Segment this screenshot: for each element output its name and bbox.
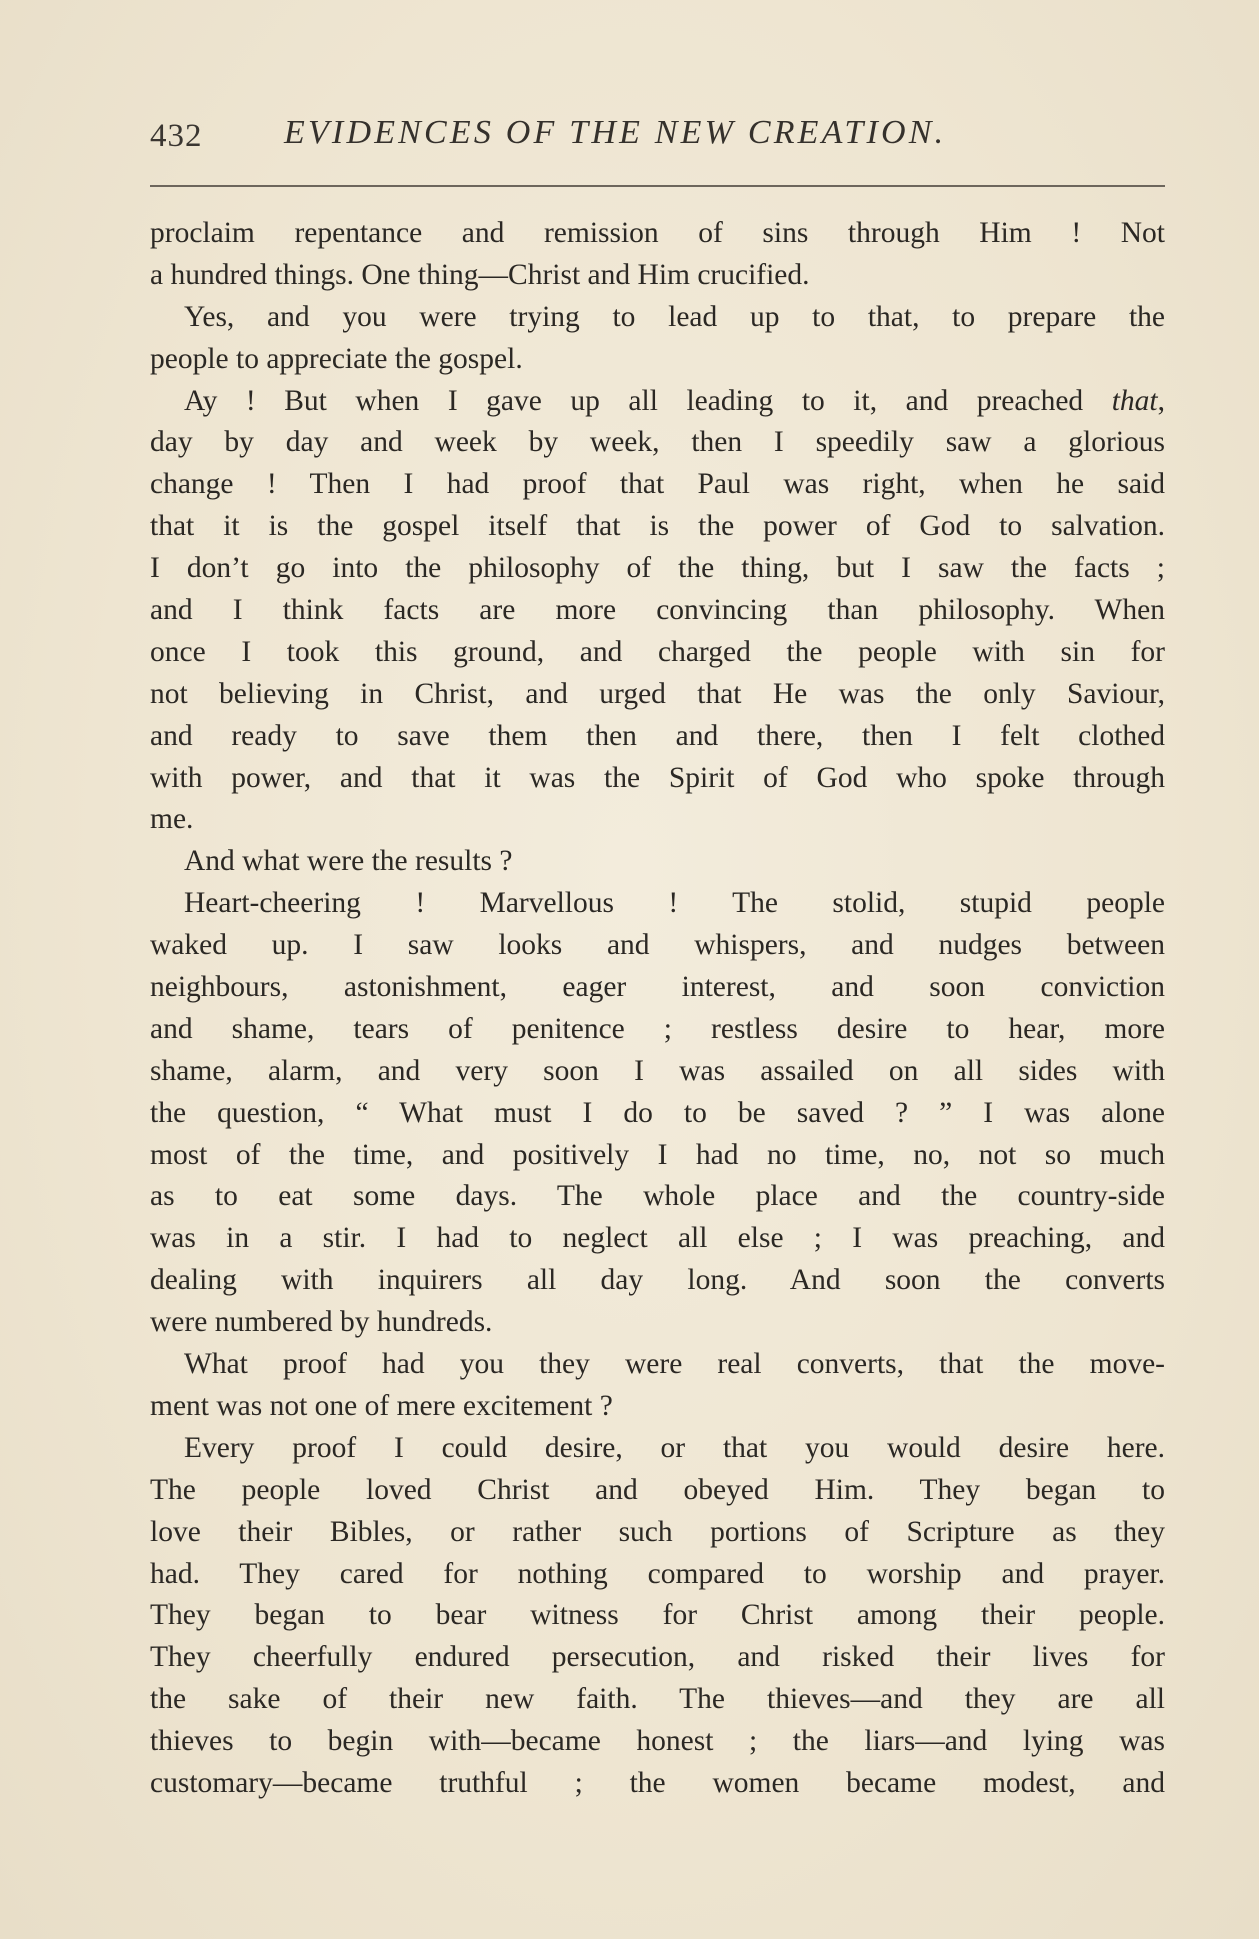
- text-line: love their Bibles, or rather such portions of Scripture as they: [150, 1515, 1165, 1548]
- text-line: shame, alarm, and very soon I was assailed on all sides with: [150, 1054, 1165, 1087]
- text-line: me.: [150, 803, 194, 836]
- text-line: Heart-cheering ! Marvellous ! The stolid, stupid people: [184, 887, 1165, 920]
- text-line: They began to bear witness for Christ among their people.: [150, 1599, 1165, 1632]
- text-line: customary—became truthful ; the women became modest, and: [150, 1766, 1165, 1799]
- text-line: most of the time, and positively I had no time, no, not so much: [150, 1138, 1165, 1171]
- text-line: waked up. I saw looks and whispers, and nudges between: [150, 929, 1165, 962]
- text-line: with power, and that it was the Spirit of God who spoke through: [150, 761, 1165, 794]
- text-line: and I think facts are more convincing than philosophy. When: [150, 594, 1165, 627]
- text-line: had. They cared for nothing compared to worship and prayer.: [150, 1557, 1165, 1590]
- emphasis-word: that: [1111, 384, 1158, 417]
- text-line: Yes, and you were trying to lead up to that, to prepare the: [184, 300, 1165, 333]
- text-line: and shame, tears of penitence ; restless desire to hear, more: [150, 1012, 1165, 1045]
- text-line: the question, “ What must I do to be saved ? ” I was alone: [150, 1096, 1165, 1129]
- text-line: the sake of their new faith. The thieves—and they are all: [150, 1683, 1165, 1716]
- running-head: [150, 112, 1162, 160]
- text-line: I don’t go into the philosophy of the thing, but I saw the facts ;: [150, 552, 1165, 585]
- text-line: change ! Then I had proof that Paul was right, when he said: [150, 468, 1165, 501]
- text-line: and ready to save them then and there, then I felt clothed: [150, 719, 1165, 752]
- text-line: that it is the gospel itself that is the power of God to salvation.: [150, 510, 1165, 543]
- text-line: The people loved Christ and obeyed Him. They began to: [150, 1473, 1165, 1506]
- text-line: once I took this ground, and charged the people with sin for: [150, 635, 1165, 668]
- page-number: 432: [150, 118, 203, 154]
- text-line: dealing with inquirers all day long. And soon the converts: [150, 1264, 1165, 1297]
- text-line: as to eat some days. The whole place and the country-side: [150, 1180, 1165, 1213]
- text-line: were numbered by hundreds.: [150, 1306, 493, 1339]
- text-line: not believing in Christ, and urged that He was the only Saviour,: [150, 677, 1165, 710]
- text-line: a hundred things. One thing—Christ and Him crucified.: [150, 258, 810, 291]
- text-line: thieves to begin with—became honest ; the liars—and lying was: [150, 1725, 1165, 1758]
- text-line: was in a stir. I had to neglect all else ; I was preaching, and: [150, 1222, 1165, 1255]
- text-line: They cheerfully endured persecution, and risked their lives for: [150, 1641, 1165, 1674]
- text-line: And what were the results ?: [184, 845, 513, 878]
- body-text: [150, 213, 1165, 1805]
- running-title: EVIDENCES OF THE NEW CREATION.: [284, 114, 947, 151]
- text-line: neighbours, astonishment, eager interest, and soon conviction: [150, 971, 1165, 1004]
- text-line: day by day and week by week, then I speedily saw a glorious: [150, 426, 1165, 459]
- header-rule: [150, 185, 1165, 187]
- text-line: people to appreciate the gospel.: [150, 342, 523, 375]
- text-line: What proof had you they were real converts, that the move-: [184, 1348, 1165, 1381]
- text-line: Ay ! But when I gave up all leading to it, and preached that,: [184, 384, 1165, 417]
- text-line: ment was not one of mere excitement ?: [150, 1389, 613, 1422]
- text-line: Every proof I could desire, or that you would desire here.: [184, 1431, 1165, 1464]
- text-line: proclaim repentance and remission of sins through Him ! Not: [150, 217, 1165, 249]
